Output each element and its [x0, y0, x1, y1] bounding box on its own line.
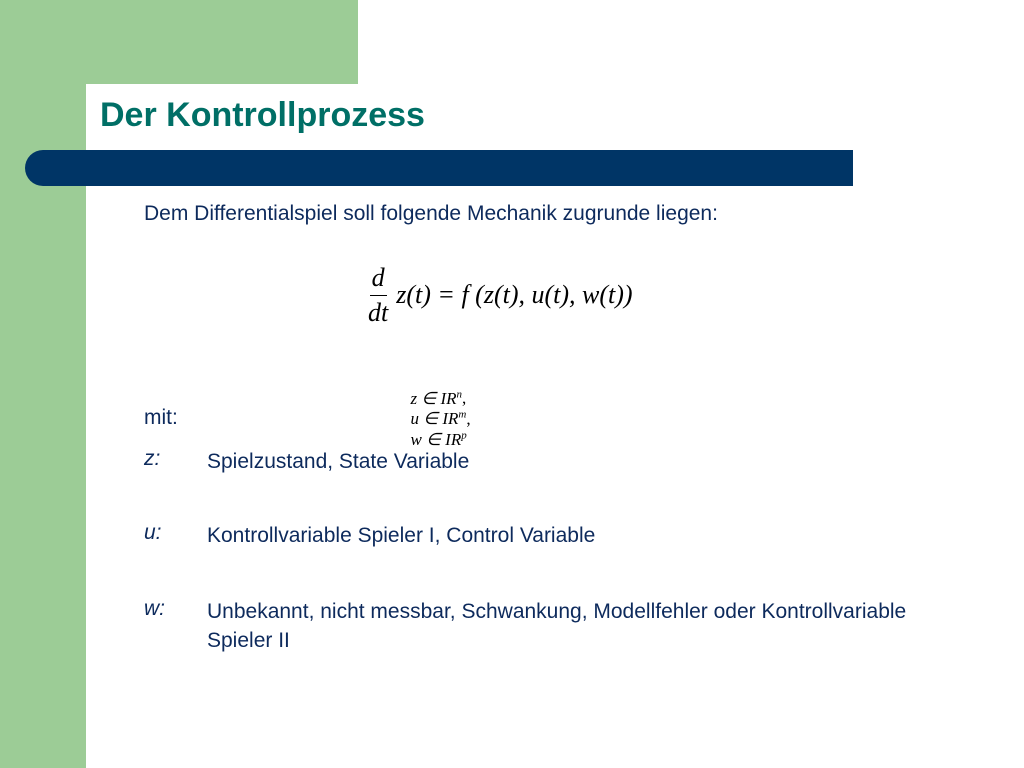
left-accent-bar	[0, 0, 86, 768]
fraction-denominator: dt	[368, 297, 389, 327]
intro-text: Dem Differentialspiel soll folgende Mechanik zugrunde liegen:	[144, 202, 718, 225]
domain-w: w ∈ $IR^p$	[410, 429, 467, 449]
definition-description: Spielzustand, State Variable	[207, 450, 470, 473]
title-underline-band	[25, 150, 853, 186]
equation-rhs: z(t) = f (z(t), u(t), w(t))	[396, 280, 633, 309]
mit-label: mit:	[144, 406, 178, 429]
derivative-fraction	[366, 263, 390, 328]
definition-term: z:	[144, 447, 161, 470]
definition-term: w:	[144, 597, 165, 620]
definition-description: Kontrollvariable Spieler I, Control Variable	[207, 524, 596, 547]
differential-equation	[366, 254, 633, 336]
domain-u: u ∈ $IR^m$	[410, 408, 467, 429]
domain-z: z ∈ $IR^n$	[410, 388, 462, 408]
fraction-numerator: d	[370, 263, 387, 296]
variable-domains: z ∈ $IR^n$, u ∈ $IR^m$, w ∈ $IR^p$	[410, 388, 471, 449]
top-accent-block	[86, 0, 358, 84]
definition-description: Unbekannt, nicht messbar, Schwankung, Modellfehler oder Kontrollvariable Spieler II	[207, 600, 907, 652]
slide-title: Der Kontrollprozess	[100, 96, 425, 134]
definition-term: u:	[144, 521, 162, 544]
